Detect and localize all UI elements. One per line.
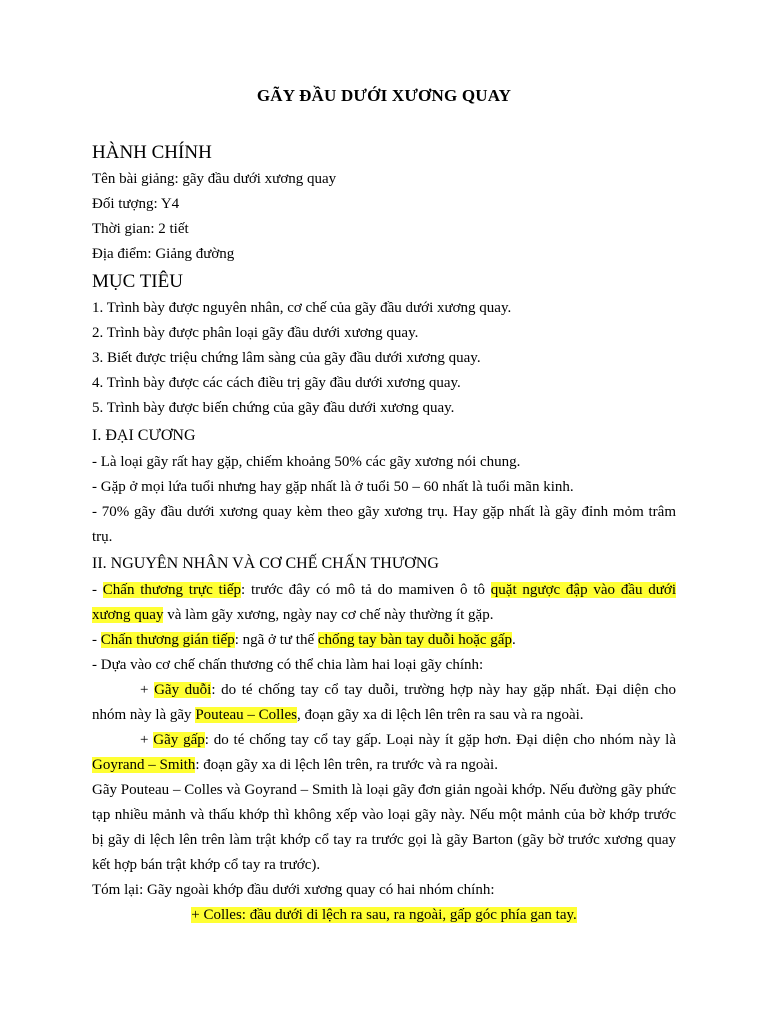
text-run: + [140, 682, 155, 698]
general-line: - Gặp ở mọi lứa tuổi nhưng hay gặp nhất là ở tuổi 50 – 60 nhất là tuổi mãn kinh. [92, 479, 574, 495]
text-run: - [92, 582, 103, 598]
general-line: - Là loại gãy rất hay gặp, chiếm khoảng 50% các gãy xương nói chung. [92, 454, 521, 470]
heading-dai-cuong: I. ĐẠI CƯƠNG [92, 427, 196, 444]
highlight: Chấn thương gián tiếp [100, 632, 235, 648]
section-muc-tieu [92, 270, 676, 421]
heading-hanh-chinh: HÀNH CHÍNH [92, 142, 212, 163]
highlight: + Colles: đầu dưới di lệch ra sau, ra ngoài, gấp góc phía gan tay. [191, 907, 577, 923]
extension-fracture-paragraph [92, 678, 676, 728]
text-run: : ngã ở tư thế [234, 632, 318, 648]
location: Địa điểm: Giảng đường [92, 246, 235, 262]
mechanism-intro: - Dựa vào cơ chế chấn thương có thể chia làm hai loại gãy chính: [92, 657, 484, 673]
text-run: . [511, 632, 516, 648]
text-run: : do té chống tay cổ tay gấp. Loại này ít gặp hơn. Đại diện cho nhóm này là [204, 732, 676, 748]
text-run: , đoạn gãy xa di lệch lên trên ra sau và ra ngoài. [296, 707, 584, 723]
text-run: : do té chống tay cổ tay duỗi, trường hợp này hay gặp nhất. Đại diện cho nhóm này là gãy [92, 682, 676, 723]
objective-item: 3. Biết được triệu chứng lâm sàng của gãy đầu dưới xương quay. [92, 350, 481, 366]
text-run: + [140, 732, 154, 748]
flexion-fracture-paragraph [92, 728, 676, 778]
section-hanh-chinh [92, 141, 676, 267]
lecture-name: Tên bài giảng: gãy đầu dưới xương quay [92, 171, 337, 187]
section-nguyen-nhan [92, 553, 676, 928]
heading-muc-tieu: MỤC TIÊU [92, 271, 183, 292]
audience: Đối tượng: Y4 [92, 196, 180, 212]
objective-item: 1. Trình bày được nguyên nhân, cơ chế của gãy đầu dưới xương quay. [92, 300, 512, 316]
highlight: chống tay bàn tay duỗi hoặc gấp [317, 632, 512, 648]
heading-nguyen-nhan: II. NGUYÊN NHÂN VÀ CƠ CHẾ CHẤN THƯƠNG [92, 555, 439, 572]
highlight: Chấn thương trực tiếp [102, 582, 242, 598]
classification-paragraph: Gãy Pouteau – Colles và Goyrand – Smith là loại gãy đơn giản ngoài khớp. Nếu đường gãy phức tạp nhiều mảnh và thấu khớp thì không xếp vào loại gãy này. Nếu một mảnh của bờ khớp trước bị gãy di lệch lên trên làm trật khớp cổ tay ra trước gọi là gãy Barton (gãy bờ trước xương quay kết hợp bán trật khớp cổ tay ra trước). [92, 782, 676, 873]
highlight: Pouteau – Colles [195, 707, 297, 723]
text-run: và làm gãy xương, ngày nay cơ chế này thường ít gặp. [163, 607, 494, 623]
objective-item: 2. Trình bày được phân loại gãy đầu dưới xương quay. [92, 325, 419, 341]
general-paragraph: - 70% gãy đầu dưới xương quay kèm theo gãy xương trụ. Hay gặp nhất là gãy đỉnh mỏm trâm trụ. [92, 504, 676, 545]
objective-item: 5. Trình bày được biến chứng của gãy đầu dưới xương quay. [92, 400, 455, 416]
highlight: Goyrand – Smith [92, 757, 196, 773]
highlight: Gãy duỗi [154, 682, 212, 698]
colles-summary [92, 903, 676, 928]
highlight: Gãy gấp [153, 732, 205, 748]
section-dai-cuong [92, 425, 676, 550]
document-title: GÃY ĐẦU DƯỚI XƯƠNG QUAY [256, 86, 512, 105]
text-run: : trước đây có mô tả do mamiven ô tô [241, 582, 491, 598]
highlight: quặt ngược đập vào đầu dưới xương quay [92, 582, 677, 623]
objective-item: 4. Trình bày được các cách điều trị gãy đầu dưới xương quay. [92, 375, 461, 391]
text-run: : đoạn gãy xa di lệch lên trên, ra trước và ra ngoài. [195, 757, 498, 773]
summary-line: Tóm lại: Gãy ngoài khớp đầu dưới xương quay có hai nhóm chính: [92, 882, 495, 898]
direct-trauma-paragraph [92, 578, 676, 628]
duration: Thời gian: 2 tiết [92, 221, 189, 237]
indirect-trauma-paragraph [92, 628, 676, 653]
text-run: - [92, 632, 101, 648]
